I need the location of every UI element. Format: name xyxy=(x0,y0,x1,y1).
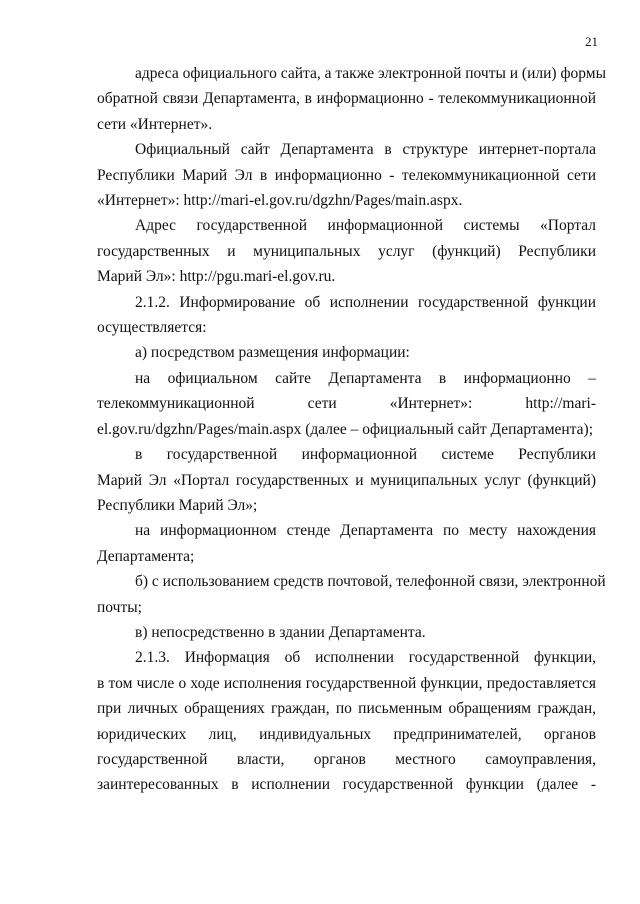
text-line: обратной связи Департамента, в информационно - телекоммуникационной xyxy=(97,90,596,108)
text-line: Марий Эл «Портал государственных и муниципальных услуг (функций) xyxy=(97,471,596,489)
text-line: на информационном стенде Департамента по месту нахождения xyxy=(135,522,596,540)
text-line: на официальном сайте Департамента в информационно – xyxy=(135,369,596,387)
text-line: 2.1.3. Информация об исполнении государственной функции, xyxy=(135,649,596,667)
document-body xyxy=(97,61,606,798)
text-line: в государственной информационной системе Республики xyxy=(135,446,596,464)
text-line: в) непосредственно в здании Департамента. xyxy=(135,623,426,641)
text-line: почты; xyxy=(97,598,142,616)
text-line: телекоммуникационной сети «Интернет»: http://mari- xyxy=(97,395,596,413)
text-line: осуществляется: xyxy=(97,319,207,337)
text-line: в том числе о ходе исполнения государственной функции, предоставляется xyxy=(97,674,596,692)
text-line: сети «Интернет». xyxy=(97,115,213,133)
text-line: 2.1.2. Информирование об исполнении государственной функции xyxy=(135,293,596,311)
text-line: Марий Эл»: http://pgu.mari-el.gov.ru. xyxy=(97,268,336,286)
text-line: государственной власти, органов местного самоуправления, xyxy=(97,750,596,768)
text-line: Республики Марий Эл»; xyxy=(97,496,258,514)
text-line: а) посредством размещения информации: xyxy=(135,344,410,362)
text-line: Официальный сайт Департамента в структуре интернет-портала xyxy=(135,141,596,159)
text-line: адреса официального сайта, а также электронной почты и (или) формы xyxy=(135,65,606,82)
text-line: Адрес государственной информационной системы «Портал xyxy=(135,217,596,235)
text-line: при личных обращениях граждан, по письменным обращениям граждан, xyxy=(97,700,596,718)
text-line: заинтересованных в исполнении государственной функции (далее - xyxy=(97,776,596,794)
text-line: б) с использованием средств почтовой, телефонной связи, электронной xyxy=(135,573,606,591)
page-number: 21 xyxy=(585,34,598,49)
text-line: Департамента; xyxy=(97,547,195,565)
text-line: государственных и муниципальных услуг (функций) Республики xyxy=(97,242,596,260)
text-line: «Интернет»: http://mari-el.gov.ru/dgzhn/Pages/main.aspx. xyxy=(97,192,463,210)
text-line: юридических лиц, индивидуальных предпринимателей, органов xyxy=(97,725,596,743)
text-line: el.gov.ru/dgzhn/Pages/main.aspx (далее – официальный сайт Департамента); xyxy=(97,420,594,438)
text-line: Республики Марий Эл в информационно - телекоммуникационной сети xyxy=(97,166,596,184)
